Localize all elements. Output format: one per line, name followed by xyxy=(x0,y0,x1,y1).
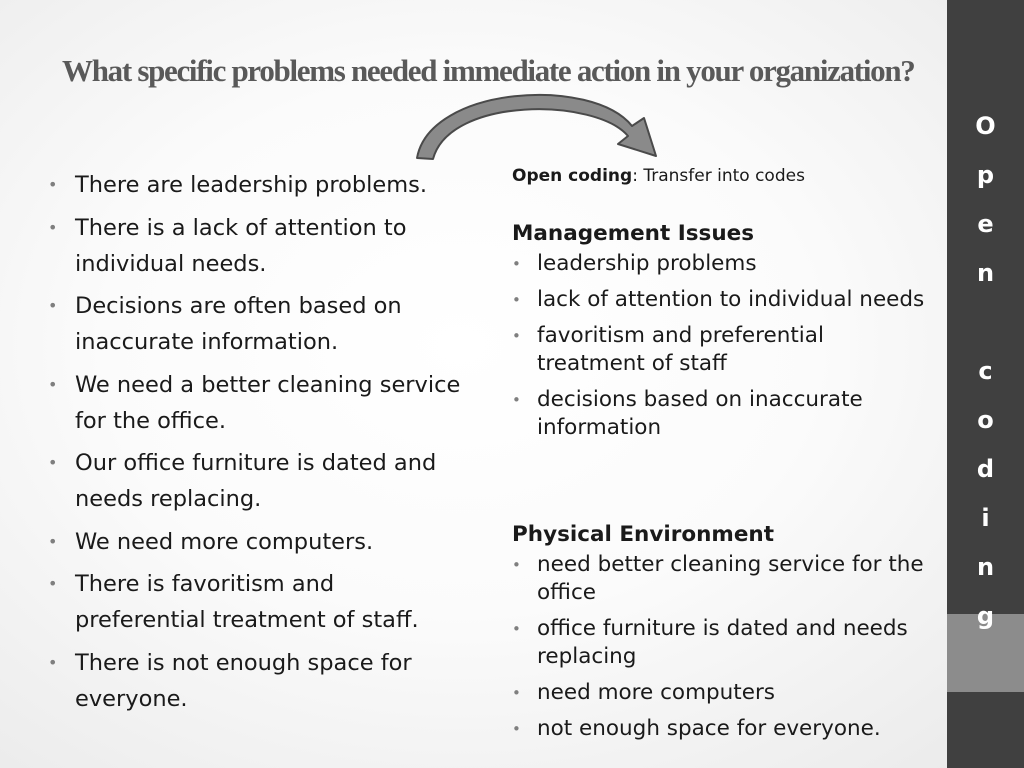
list-item xyxy=(48,645,468,717)
sidebar-letter-spacer xyxy=(947,298,1024,347)
sidebar-letter: i xyxy=(981,504,990,532)
bullet-icon: • xyxy=(512,255,521,273)
open-coding-text: Transfer into codes xyxy=(637,166,805,186)
vertical-open-coding-label xyxy=(947,102,1024,641)
list-item-text: need better cleaning service for the office xyxy=(537,552,924,605)
list-item-text: not enough space for everyone. xyxy=(537,716,881,741)
list-item xyxy=(48,367,468,439)
list-item-text: leadership problems xyxy=(537,251,757,276)
problem-statements-list xyxy=(48,167,468,723)
list-item xyxy=(512,250,932,278)
bullet-icon: • xyxy=(48,453,58,472)
list-item xyxy=(48,524,468,560)
list-item-text: There are leadership problems. xyxy=(75,172,428,198)
category-management-issues xyxy=(512,218,932,450)
bullet-icon: • xyxy=(512,720,521,738)
sidebar-letter: g xyxy=(976,602,995,630)
category-code-list xyxy=(512,551,932,743)
bullet-icon: • xyxy=(512,684,521,702)
list-item xyxy=(48,566,468,638)
open-coding-separator: : xyxy=(632,166,638,186)
slide-title: What specific problems needed immediate action in your organization? xyxy=(62,53,915,88)
list-item-text: There is a lack of attention to individual needs. xyxy=(75,214,407,277)
bullet-icon: • xyxy=(512,327,521,345)
bullet-icon: • xyxy=(48,531,58,551)
list-item xyxy=(512,286,932,314)
list-item xyxy=(512,551,932,607)
bullet-icon: • xyxy=(48,574,58,593)
list-item xyxy=(512,715,932,743)
list-item xyxy=(512,386,932,442)
list-item xyxy=(512,615,932,671)
category-code-list xyxy=(512,250,932,442)
list-item xyxy=(48,445,468,517)
list-item xyxy=(512,679,932,707)
bullet-icon: • xyxy=(512,620,521,638)
bullet-icon: • xyxy=(512,391,521,409)
sidebar-letter: p xyxy=(976,161,995,189)
list-item xyxy=(48,210,468,282)
sidebar-letter: c xyxy=(978,357,993,385)
list-item-text: There is not enough space for everyone. xyxy=(75,649,412,712)
category-heading: Physical Environment xyxy=(512,522,774,547)
sidebar-letter: o xyxy=(977,406,994,434)
list-item-text: office furniture is dated and needs replacing xyxy=(537,616,908,669)
category-heading: Management Issues xyxy=(512,221,755,246)
sidebar-letter: n xyxy=(976,259,995,287)
list-item xyxy=(48,288,468,360)
bullet-icon: • xyxy=(48,374,58,394)
list-item-text: lack of attention to individual needs xyxy=(537,287,925,312)
bullet-icon: • xyxy=(48,296,58,315)
sidebar-letter: d xyxy=(976,455,995,483)
list-item-text: There is favoritism and preferential treatment of staff. xyxy=(75,571,419,633)
list-item-text: Decisions are often based on inaccurate information. xyxy=(75,293,402,355)
category-physical-environment xyxy=(512,519,932,751)
sidebar-letter: O xyxy=(975,112,996,140)
list-item-text: need more computers xyxy=(537,680,775,705)
curved-arrow-icon xyxy=(400,80,680,170)
open-coding-caption xyxy=(512,163,932,189)
list-item-text: Our office furniture is dated and needs replacing. xyxy=(75,450,437,512)
list-item-text: decisions based on inaccurate information xyxy=(537,387,863,440)
sidebar-letter: e xyxy=(977,210,994,238)
bullet-icon: • xyxy=(512,556,521,574)
bullet-icon: • xyxy=(48,217,58,237)
bullet-icon: • xyxy=(512,291,521,309)
list-item-text: favoritism and preferential treatment of staff xyxy=(537,323,824,376)
bullet-icon: • xyxy=(48,175,58,194)
list-item xyxy=(512,322,932,378)
list-item-text: We need a better cleaning service for the office. xyxy=(75,371,461,434)
open-coding-label: Open coding xyxy=(512,166,633,186)
list-item-text: We need more computers. xyxy=(75,528,374,555)
list-item xyxy=(48,167,468,203)
sidebar-letter: n xyxy=(976,553,995,581)
bullet-icon: • xyxy=(48,652,58,672)
